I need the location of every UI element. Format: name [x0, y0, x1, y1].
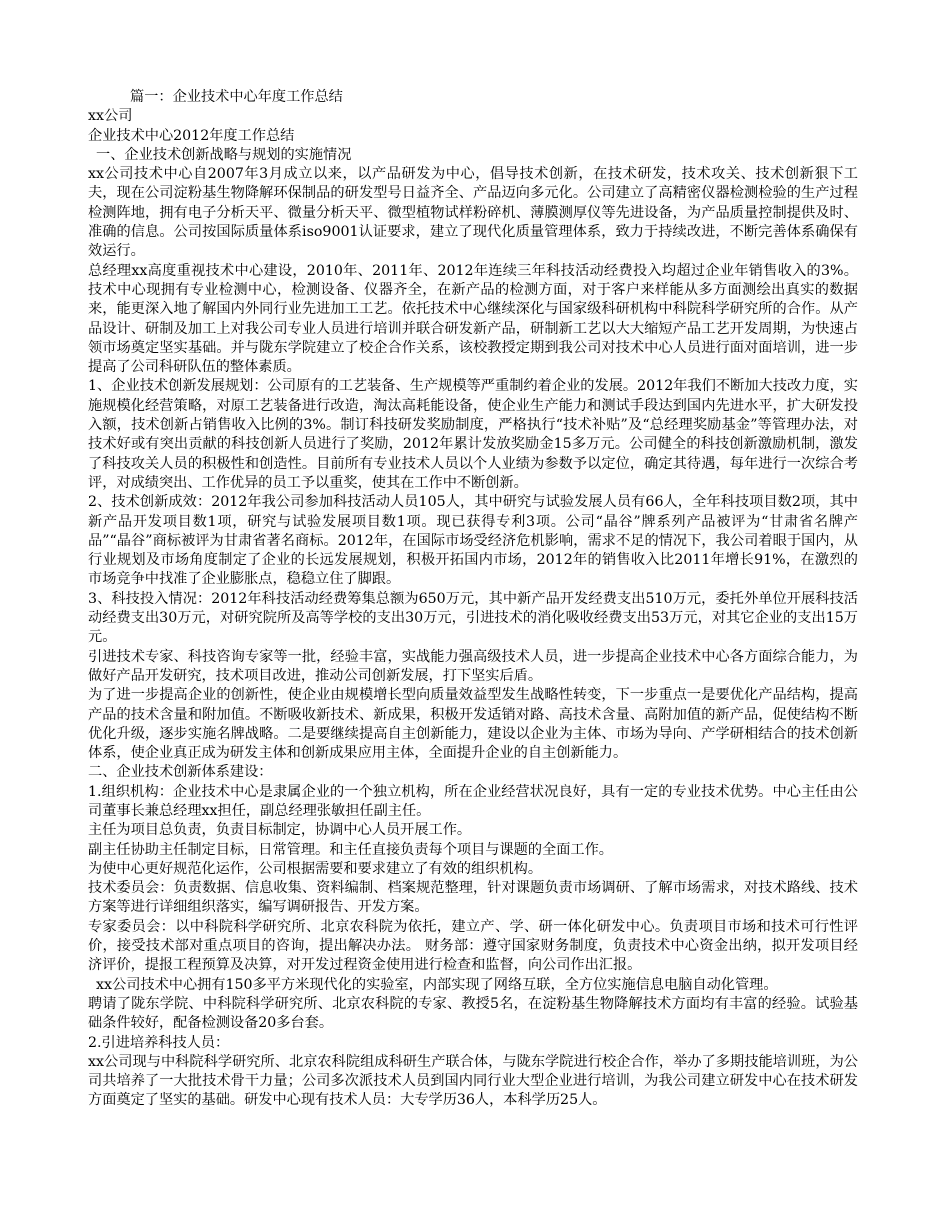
paragraph-3: 1、企业技术创新发展规划：公司原有的工艺装备、生产规模等严重制约着企业的发展。2012年我们不断加大技改力度，实施规模化经营策略，对原工艺装备进行改造，淘汰高耗能设备，使企业生产能力和测试手段达到国内先进水平，扩大研发投入额，技术创新占销售收入比例的3%。制订科技研发奖励制度，严格执行“技术补贴”及“总经理奖励基金”等管理办法，对技术好或有突出贡献的科技创新人员进行了奖励，2012年累计发放奖励金15多万元。公司健全的科技创新激励机制，激发了科技攻关人员的积极性和创造性。目前所有专业技术人员以个人业绩为参数予以定位，确定其待遇，每年进行一次综合考评，对成绩突出、工作优异的员工予以重奖，使其在工作中不断创新。 — [88, 378, 858, 491]
paragraph-7: 为了进一步提高企业的创新性，使企业由规模增长型向质量效益型发生战略性转变，下一步重点一是要优化产品结构，提高产品的技术含量和附加值。不断吸收新技术、新成果，积极开发适销对路、高技术含量、高附加值的新产品，促使结构不断优化升级，逐步实施名牌战略。二是要继续提高自主创新能力，建设以企业为主体、市场为导向、产学研相结合的技术创新体系，使企业真正成为研发主体和创新成果应用主体，全面提升企业的自主创新能力。 — [88, 687, 858, 762]
paragraph-10: 副主任协助主任制定目标，日常管理。和主任直接负责每个项目与课题的全面工作。 — [88, 841, 613, 858]
section-heading-2: 二、企业技术创新体系建设： — [88, 764, 273, 781]
paragraph-14: xx公司技术中心拥有150多平方米现代化的实验室，内部实现了网络互联，全方位实施信息电脑自动化管理。 — [96, 976, 778, 993]
paragraph-13: 专家委员会：以中科院科学研究所、北京农科院为依托，建立产、学、研一体化研发中心。负责项目市场和技术可行性评价，接受技术部对重点项目的咨询，提出解决办法。 财务部：遵守国家财务制度，负责技术中心资金出纳，拟开发项目经济评价，提报工程预算及决算，对开发过程资金使用进行检查和监督，向公司作出汇报。 — [88, 918, 858, 974]
paragraph-11: 为使中心更好规范化运作，公司根据需要和要求建立了有效的组织机构。 — [88, 860, 543, 877]
paragraph-17: xx公司现与中科院科学研究所、北京农科院组成科研生产联合体，与陇东学院进行校企合作，举办了多期技能培训班，为公司共培养了一大批技术骨干力量；公司多次派技术人员到国内同行业大型企业进行培训，为我公司建立研发中心在技术研发方面奠定了坚实的基础。研发中心现有技术人员：大专学历36人，本科学历25人。 — [88, 1053, 858, 1109]
paragraph-5: 3、科技投入情况：2012年科技活动经费筹集总额为650万元，其中新产品开发经费支出510万元，委托外单位开展科技活动经费支出30万元，对研究院所及高等学校的支出30万元，引进技术的消化吸收经费支出53万元，对其它企业的支出15万元。 — [88, 590, 858, 646]
document-title: 篇一：企业技术中心年度工作总结 — [130, 89, 343, 105]
paragraph-1: xx公司技术中心自2007年3月成立以来，以产品研发为中心，倡导技术创新，在技术研发，技术攻关、技术创新狠下工夫，现在公司淀粉基生物降解环保制品的研发型号日益齐全、产品迈向多元化。公司建立了高精密仪器检测检验的生产过程检测阵地，拥有电子分析天平、微量分析天平、微型植物试样粉碎机、薄膜测厚仪等先进设备，为产品质量控制提供及时、准确的信息。公司按国际质量体系iso9001认证要求，建立了现代化质量管理体系，致力于持续改进，不断完善体系确保有效运行。 — [88, 166, 858, 260]
paragraph-9: 主任为项目总负责，负责目标制定，协调中心人员开展工作。 — [88, 822, 472, 839]
paragraph-4: 2、技术创新成效：2012年我公司参加科技活动人员105人，其中研究与试验发展人员有66人，全年科技项目数2项，其中新产品开发项目数1项，研究与试验发展项目数1项。现已获得专利3项。公司“晶谷”牌系列产品被评为“甘肃省名牌产品”“晶谷”商标被评为甘肃省著名商标。2012年，在国际市场受经济危机影响，需求不足的情况下，我公司着眼于国内，从行业规划及市场角度制定了企业的长远发展规划，积极开拓国内市场，2012年的销售收入比2011年增长91%，在激烈的市场竞争中找准了企业膨胀点，稳稳立住了脚跟。 — [88, 494, 858, 588]
paragraph-2: 总经理xx高度重视技术中心建设，2010年、2011年、2012年连续三年科技活动经费投入均超过企业年销售收入的3%。技术中心现拥有专业检测中心，检测设备、仪器齐全，在新产品的检测方面，对于客户来样能从多方面测绘出真实的数据来，能更深入地了解国内外同行业先进加工工艺。依托技术中心继续深化与国家级科研机构中科院科学研究所的合作。从产品设计、研制及加工上对我公司专业人员进行培训并联合研发新产品，研制新工艺以大大缩短产品工艺开发周期，为快速占领市场奠定坚实基础。并与陇东学院建立了校企合作关系，该校教授定期到我公司对技术中心人员进行面对面培训，进一步提高了公司科研队伍的整体素质。 — [88, 262, 858, 376]
paragraph-6: 引进技术专家、科技咨询专家等一批，经验丰富，实战能力强高级技术人员，进一步提高企业技术中心各方面综合能力，为做好产品开发研究，技术项目改进，推动公司创新发展，打下坚实后盾。 — [88, 648, 858, 684]
company-name: xx公司 — [88, 108, 133, 125]
paragraph-16: 2.引进培养科技人员： — [88, 1034, 230, 1051]
paragraph-12: 技术委员会：负责数据、信息收集、资料编制、档案规范整理，针对课题负责市场调研、了解市场需求，对技术路线、技术方案等进行详细组织落实，编写调研报告、开发方案。 — [88, 880, 858, 916]
paragraph-15: 聘请了陇东学院、中科院科学研究所、北京农科院的专家、教授5名，在淀粉基生物降解技术方面均有丰富的经验。试验基础条件较好，配备检测设备20多台套。 — [88, 995, 858, 1032]
section-heading-1: 一、企业技术创新战略与规划的实施情况 — [96, 146, 352, 163]
document-subtitle: 企业技术中心2012年度工作总结 — [88, 127, 295, 144]
paragraph-8: 1.组织机构：企业技术中心是隶属企业的一个独立机构，所在企业经营状况良好，具有一定的专业技术优势。中心主任由公司董事长兼总经理xx担任，副总经理张敏担任副主任。 — [88, 783, 858, 819]
